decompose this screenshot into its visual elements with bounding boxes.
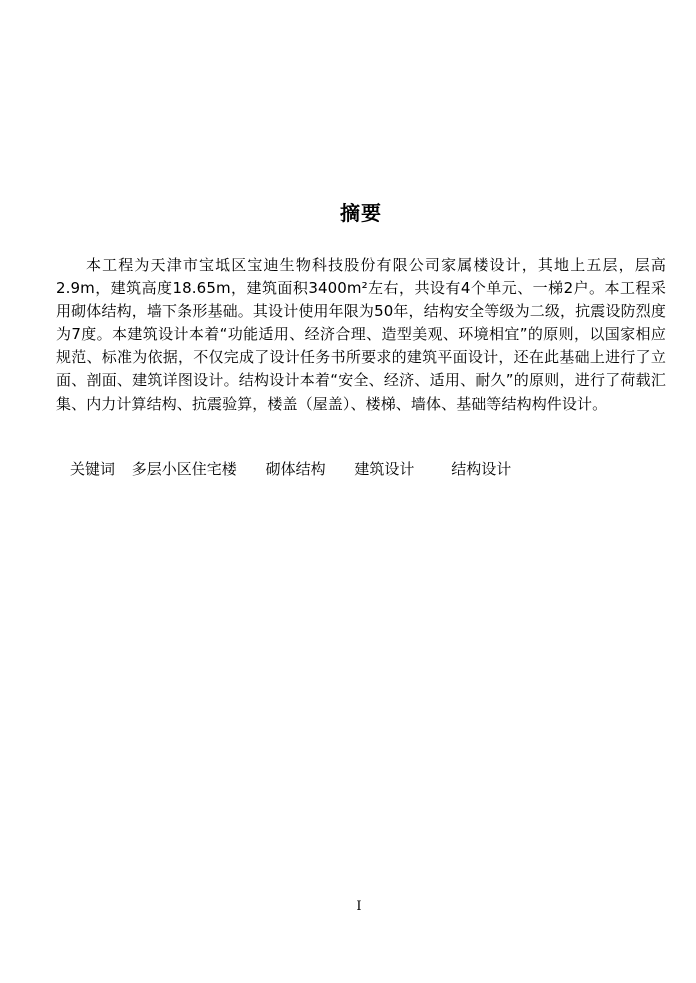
keyword-item: 结构设计	[451, 460, 512, 478]
keyword-item: 砌体结构	[265, 460, 326, 478]
abstract-body: 本工程为天津市宝坻区宝迪生物科技股份有限公司家属楼设计，其地上五层，层高2.9m，建筑高度18.65m，建筑面积3400m²左右，共设有4个单元、一梯2户。本工程采用砌体结构，墙下条形基础。其设计使用年限为50年，结构安全等级为二级，抗震设防烈度为7度。本建筑设计本着“功能适用、经济合理、造型美观、环境相宜”的原则，以国家相应规范、标准为依据，不仅完成了设计任务书所要求的建筑平面设计，还在此基础上进行了立面、剖面、建筑详图设计。结构设计本着“安全、经济、适用、耐久”的原则，进行了荷载汇集、内力计算结构、抗震验算，楼盖（屋盖）、楼梯、墙体、基础等结构构件设计。	[56, 256, 666, 413]
keyword-item: 建筑设计	[354, 460, 415, 478]
keyword-item: 多层小区住宅楼	[131, 460, 237, 478]
page-number: I	[356, 899, 362, 914]
abstract-title: 摘要	[340, 201, 382, 225]
keywords-line	[70, 458, 511, 480]
keywords-label: 关键词	[70, 460, 116, 478]
